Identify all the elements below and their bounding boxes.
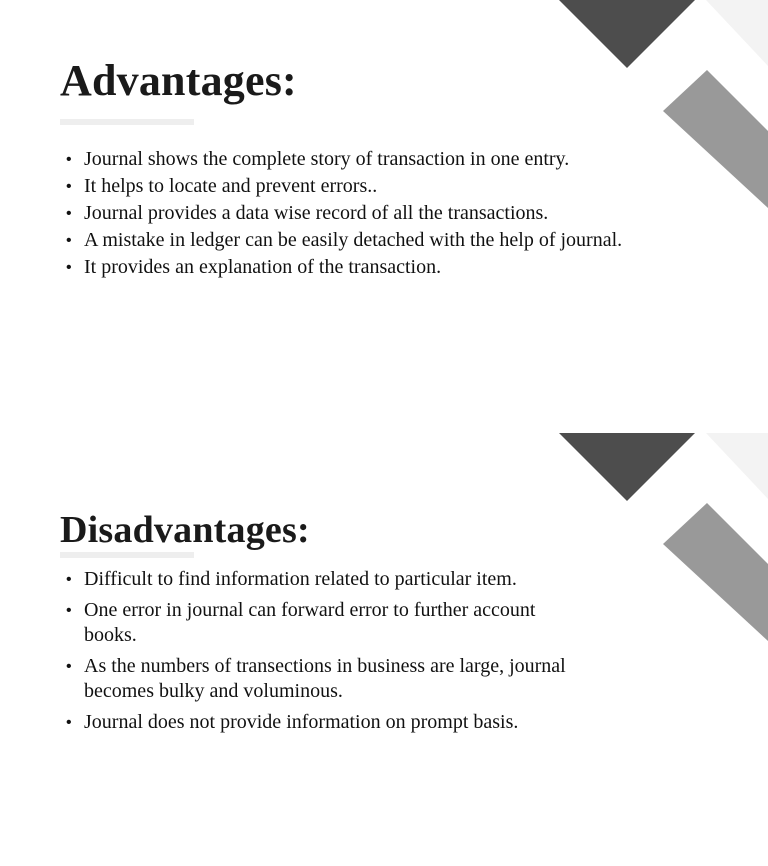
list-item: • A mistake in ledger can be easily detached with the help of journal. (66, 227, 626, 254)
list-item: • It provides an explanation of the transaction. (66, 254, 626, 281)
list-item: • Journal does not provide information on prompt basis. (66, 710, 576, 735)
title-underline (60, 119, 194, 125)
gray-diagonal-band (663, 70, 768, 208)
list-item: • Difficult to find information related to particular item. (66, 567, 576, 592)
list-item: • One error in journal can forward error to further account books. (66, 598, 576, 648)
disadvantages-slide (0, 433, 768, 866)
title-underline (60, 552, 194, 558)
list-item: • As the numbers of transections in business are large, journal becomes bulky and voluminous. (66, 654, 576, 704)
page-title: Disadvantages: (60, 509, 310, 551)
disadvantages-list (66, 567, 576, 741)
page-title: Advantages: (60, 56, 297, 105)
light-diagonal-band (706, 0, 768, 66)
advantages-list (66, 146, 626, 281)
dark-triangle (559, 0, 695, 68)
list-item: • Journal shows the complete story of transaction in one entry. (66, 146, 626, 173)
list-item: • It helps to locate and prevent errors.. (66, 173, 626, 200)
light-diagonal-band (706, 433, 768, 499)
gray-diagonal-band (663, 503, 768, 641)
dark-triangle (559, 433, 695, 501)
list-item: • Journal provides a data wise record of all the transactions. (66, 200, 626, 227)
